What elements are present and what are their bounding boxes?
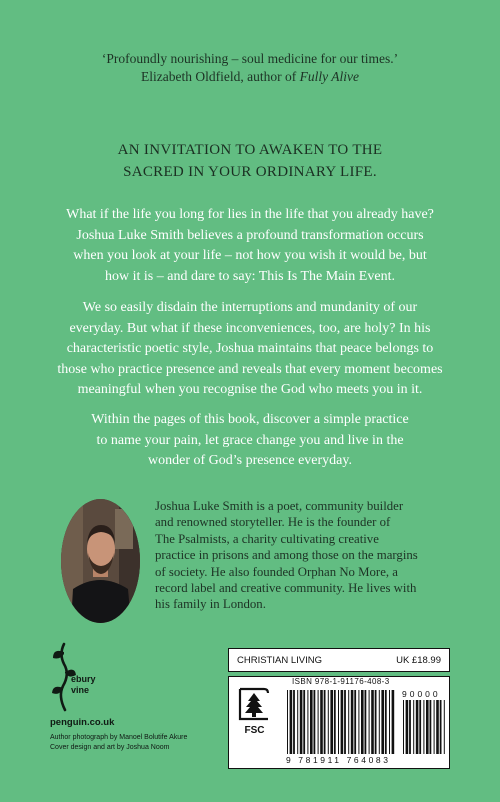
publisher-website: penguin.co.uk — [50, 717, 115, 728]
barcode-addon-digits: 90000 — [402, 689, 441, 699]
barcode-bar — [381, 690, 384, 754]
blurb-line: wonder of God’s presence everyday. — [148, 453, 352, 468]
tagline-heading — [0, 139, 500, 183]
blurb-line: when you look at your life – not how you wish it would be, but — [73, 248, 427, 263]
bio-line: practice in prisons and among those on the margins — [155, 548, 418, 563]
book-price: UK £18.99 — [396, 655, 441, 666]
barcode-bar — [307, 690, 308, 754]
isbn-text: ISBN 978-1-91176-408-3 — [292, 677, 390, 686]
barcode-bar — [338, 690, 339, 754]
blurb-line: how it is – and dare to say: This Is The Main Event. — [105, 268, 395, 284]
blurb-paragraph-2 — [0, 298, 500, 401]
barcode-bar — [371, 690, 374, 754]
blurb-line: characteristic poetic style, Joshua maintains that peace belongs to — [66, 341, 434, 356]
bio-line: his family in London. — [155, 597, 266, 612]
author-portrait-illustration — [61, 499, 140, 623]
barcode-bar — [330, 690, 333, 754]
barcode-bar — [440, 700, 442, 754]
endorsement-quote — [0, 50, 500, 86]
fsc-label: FSC — [244, 725, 265, 736]
barcode-bar — [403, 700, 404, 754]
logo-text-ebury: ebury — [71, 674, 96, 684]
barcode-bar — [297, 690, 298, 754]
barcode-bar — [434, 700, 435, 754]
barcode-bar — [293, 690, 295, 754]
barcode-bar — [287, 690, 288, 754]
barcode-bar — [328, 690, 329, 754]
barcode-bar — [303, 690, 305, 754]
barcode-bar — [334, 690, 336, 754]
barcode-bar — [358, 690, 359, 754]
blurb-line: to name your pain, let grace change you and live in the — [96, 432, 404, 448]
publisher-credits — [50, 716, 187, 752]
barcode-bar — [426, 700, 429, 754]
blurb-line: everyday. But what if these inconveniences, too, are holy? In his — [69, 320, 431, 336]
barcode-bar — [351, 690, 354, 754]
blurb-line: Joshua Luke Smith believes a profound transformation occurs — [76, 227, 424, 243]
tagline-line: SACRED IN YOUR ORDINARY LIFE. — [123, 164, 377, 180]
author-bio — [155, 498, 418, 613]
barcode-addon — [402, 700, 446, 754]
barcode-bar — [354, 690, 356, 754]
barcode-bar — [361, 690, 364, 754]
barcode-bar — [416, 700, 419, 754]
barcode-bar — [379, 690, 380, 754]
barcode-bar — [423, 700, 424, 754]
barcode-bar — [406, 700, 409, 754]
barcode-bar — [444, 700, 445, 754]
barcode-bar — [300, 690, 303, 754]
design-credit: Cover design and art by Joshua Noom — [50, 743, 170, 751]
barcode-bar — [324, 690, 326, 754]
blurb-line: Within the pages of this book, discover a simple practice — [91, 412, 409, 427]
blurb-line: meaningful when you recognise the God who meets you in it. — [77, 382, 423, 397]
fsc-tree-logo-icon — [236, 685, 273, 738]
bio-line: Joshua Luke Smith is a poet, community builder — [155, 499, 404, 513]
barcode-bar — [389, 690, 390, 754]
barcode-bar — [385, 690, 387, 754]
book-category: CHRISTIAN LIVING — [237, 655, 322, 666]
blurb-paragraph-1 — [0, 205, 500, 287]
bio-line: record label and creative community. He lives with — [155, 581, 417, 596]
barcode-bar — [392, 690, 395, 754]
barcode-main — [286, 690, 396, 754]
barcode-bar — [318, 690, 319, 754]
barcode-bar — [314, 690, 316, 754]
tagline-line: AN INVITATION TO AWAKEN TO THE — [117, 142, 383, 158]
bio-line: and renowned storyteller. He is the founder of — [155, 515, 391, 530]
quote-text: ‘Profoundly nourishing – soul medicine for our times.’ — [101, 51, 399, 66]
blurb-line: those who practice presence and reveals that every moment becomes — [57, 361, 443, 377]
quote-book-title: Fully Alive — [299, 69, 359, 84]
barcode-bar — [310, 690, 313, 754]
blurb-line: What if the life you long for lies in the life that you already have? — [66, 207, 434, 222]
quote-author: Elizabeth Oldfield, author of — [141, 69, 300, 84]
blurb-paragraph-3 — [0, 410, 500, 472]
barcode-bar — [409, 700, 411, 754]
barcode-bar — [430, 700, 432, 754]
barcode-bar — [419, 700, 421, 754]
author-photo — [61, 499, 140, 623]
barcode-bar — [436, 700, 439, 754]
photo-credit: Author photograph by Manoel Bolutife Akure — [50, 734, 188, 741]
barcode-bar — [290, 690, 293, 754]
blurb-line: We so easily disdain the interruptions and mundanity of our — [82, 300, 418, 315]
logo-text-vine: vine — [71, 685, 90, 695]
quote-attribution — [0, 68, 500, 86]
bio-line: of society. He also founded Orphan No More, a — [155, 564, 398, 579]
barcode-bar — [375, 690, 377, 754]
barcode-bar — [413, 700, 414, 754]
barcode-bar — [369, 690, 370, 754]
bio-line: The Psalmists, a charity cultivating creative — [155, 531, 379, 546]
barcode-bar — [341, 690, 344, 754]
barcode-bar — [344, 690, 346, 754]
barcode-bar — [348, 690, 349, 754]
barcode-bar — [365, 690, 367, 754]
category-price-box — [228, 648, 450, 672]
barcode-digits: 9 781911 764083 — [286, 755, 391, 765]
barcode-bar — [320, 690, 323, 754]
